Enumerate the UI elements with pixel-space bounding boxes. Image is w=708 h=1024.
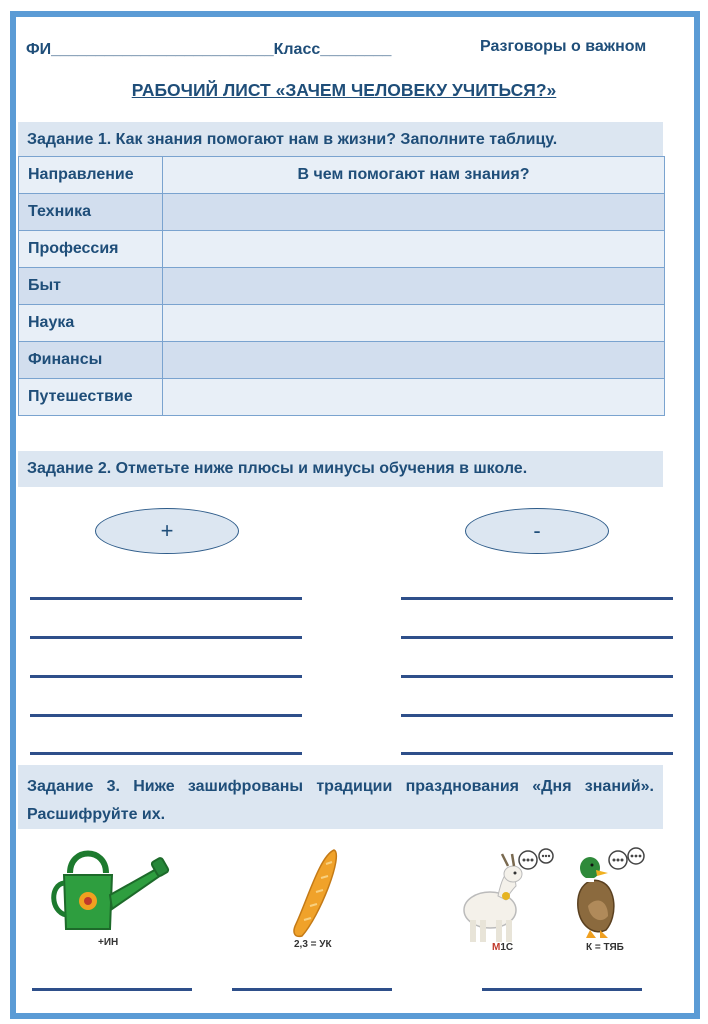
- plus-answer-line[interactable]: [30, 636, 302, 639]
- plus-oval: +: [95, 508, 239, 554]
- table-row: [19, 231, 665, 268]
- answer-cell[interactable]: [163, 305, 665, 342]
- table-row: [19, 342, 665, 379]
- minus-answer-line[interactable]: [401, 714, 673, 717]
- answer-line-can[interactable]: [32, 988, 192, 991]
- table-row: [19, 379, 665, 416]
- answer-cell[interactable]: [163, 231, 665, 268]
- goat-caption-rest: 1С: [500, 942, 514, 953]
- plus-answer-line[interactable]: [30, 597, 302, 600]
- minus-answer-line[interactable]: [401, 675, 673, 678]
- minus-oval: -: [465, 508, 609, 554]
- task1-heading: Задание 1. Как знания помогают нам в жизни? Заполните таблицу.: [18, 122, 663, 158]
- watering-can-icon: [48, 845, 176, 935]
- plus-answer-line[interactable]: [30, 752, 302, 755]
- task2-heading: Задание 2. Отметьте ниже плюсы и минусы обучения в школе.: [18, 451, 663, 487]
- table-header-help: В чем помогают нам знания?: [163, 157, 665, 194]
- goat-caption-letter: М: [492, 942, 501, 953]
- name-label: ФИ_________________________: [26, 41, 274, 58]
- task1-table: [18, 156, 665, 416]
- baguette-icon: [290, 846, 346, 940]
- goat-caption: [492, 942, 513, 953]
- table-row: [19, 268, 665, 305]
- table-row: [19, 305, 665, 342]
- table-header-direction: Направление: [19, 157, 163, 194]
- table-header-row: [19, 157, 665, 194]
- answer-cell[interactable]: [163, 268, 665, 305]
- row-label-science: Наука: [19, 305, 163, 342]
- answer-line-animals[interactable]: [482, 988, 642, 991]
- table-row: [19, 194, 665, 231]
- row-label-profession: Профессия: [19, 231, 163, 268]
- duck-icon: [568, 846, 648, 940]
- answer-line-bread[interactable]: [232, 988, 392, 991]
- subject-label: Разговоры о важном: [480, 38, 647, 55]
- row-label-finance: Финансы: [19, 342, 163, 379]
- answer-cell[interactable]: [163, 342, 665, 379]
- task3-heading-box: [18, 765, 663, 829]
- answer-cell[interactable]: [163, 379, 665, 416]
- goat-icon: [458, 848, 554, 946]
- plus-answer-line[interactable]: [30, 714, 302, 717]
- row-label-technique: Техника: [19, 194, 163, 231]
- minus-answer-line[interactable]: [401, 597, 673, 600]
- class-label: Класс________: [273, 41, 392, 58]
- minus-answer-line[interactable]: [401, 636, 673, 639]
- watering-can-caption: +ИН: [98, 937, 119, 948]
- row-label-daily-life: Быт: [19, 268, 163, 305]
- name-field: [26, 41, 391, 59]
- task3-heading: Задание 3. Ниже зашифрованы традиции празднования «Дня знаний». Расшифруйте их.: [27, 778, 654, 823]
- plus-answer-line[interactable]: [30, 675, 302, 678]
- minus-answer-line[interactable]: [401, 752, 673, 755]
- duck-caption: К = ТЯБ: [586, 942, 624, 953]
- row-label-travel: Путешествие: [19, 379, 163, 416]
- baguette-caption: 2,3 = УК: [294, 939, 332, 950]
- worksheet-title: РАБОЧИЙ ЛИСТ «ЗАЧЕМ ЧЕЛОВЕКУ УЧИТЬСЯ?»: [131, 80, 557, 100]
- answer-cell[interactable]: [163, 194, 665, 231]
